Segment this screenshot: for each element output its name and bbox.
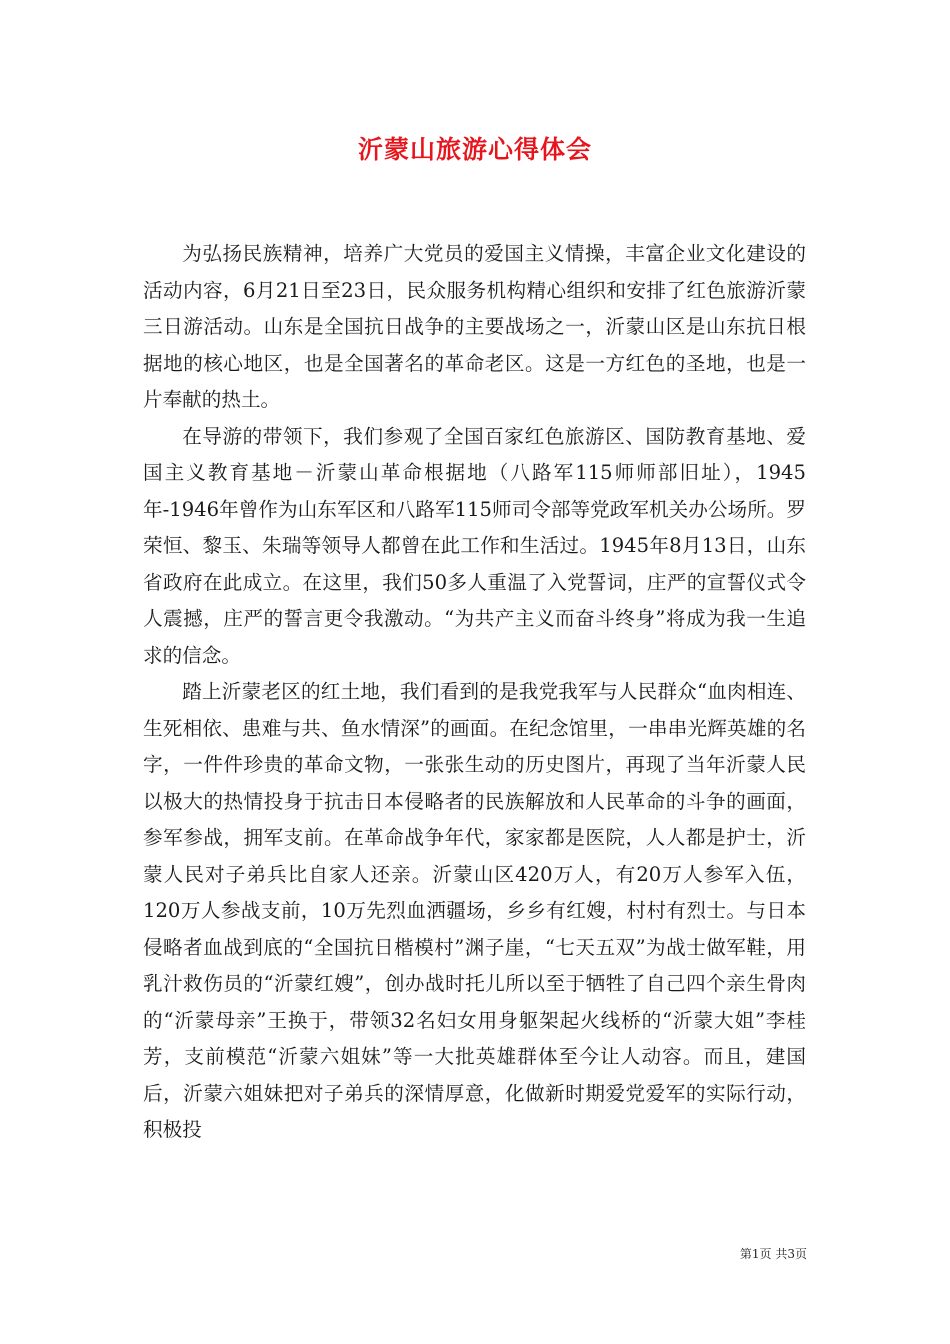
document-title: 沂蒙山旅游心得体会 bbox=[357, 135, 592, 164]
document-body bbox=[143, 236, 806, 1149]
paragraph-2: 在导游的带领下，我们参观了全国百家红色旅游区、国防教育基地、爱国主义教育基地－沂蒙山革命根据地（八路军115师师部旧址），1945年-1946年曾作为山东军区和八路军115师司令部等党政军机关办公场所。罗荣恒、黎玉、朱瑞等领导人都曾在此工作和生活过。1945年8月13日，山东省政府在此成立。在这里，我们50多人重温了入党誓词，庄严的宣誓仪式令人震撼，庄严的誓言更令我激动。“为共产主义而奋斗终身”将成为我一生追求的信念。 bbox=[143, 424, 806, 667]
paragraph-3: 踏上沂蒙老区的红土地，我们看到的是我党我军与人民群众“血肉相连、生死相依、患难与共、鱼水情深”的画面。在纪念馆里，一串串光辉英雄的名字，一件件珍贵的革命文物，一张张生动的历史图片，再现了当年沂蒙人民以极大的热情投身于抗击日本侵略者的民族解放和人民革命的斗争的画面，参军参战，拥军支前。在革命战争年代，家家都是医院，人人都是护士，沂蒙人民对子弟兵比自家人还亲。沂蒙山区420万人，有20万人参军入伍，120万人参战支前，10万先烈血洒疆场，乡乡有红嫂，村村有烈士。与日本侵略者血战到底的“全国抗日楷模村”渊子崖，“七天五双”为战士做军鞋，用乳汁救伤员的“沂蒙红嫂”，创办战时托儿所以至于牺牲了自己四个亲生骨肉的“沂蒙母亲”王换于，带领32名妇女用身躯架起火线桥的“沂蒙大姐”李桂芳，支前模范“沂蒙六姐妹”等一大批英雄群体至今让人动容。而且，建国后，沂蒙六姐妹把对子弟兵的深情厚意，化做新时期爱党爱军的实际行动，积极投 bbox=[143, 680, 806, 1141]
paragraph-1: 为弘扬民族精神，培养广大党员的爱国主义情操，丰富企业文化建设的活动内容，6月21日至23日，民众服务机构精心组织和安排了红色旅游沂蒙三日游活动。山东是全国抗日战争的主要战场之一，沂蒙山区是山东抗日根据地的核心地区，也是全国著名的革命老区。这是一方红色的圣地，也是一片奉献的热土。 bbox=[143, 242, 806, 411]
page-number-footer: 第1页 共3页 bbox=[739, 1247, 807, 1261]
